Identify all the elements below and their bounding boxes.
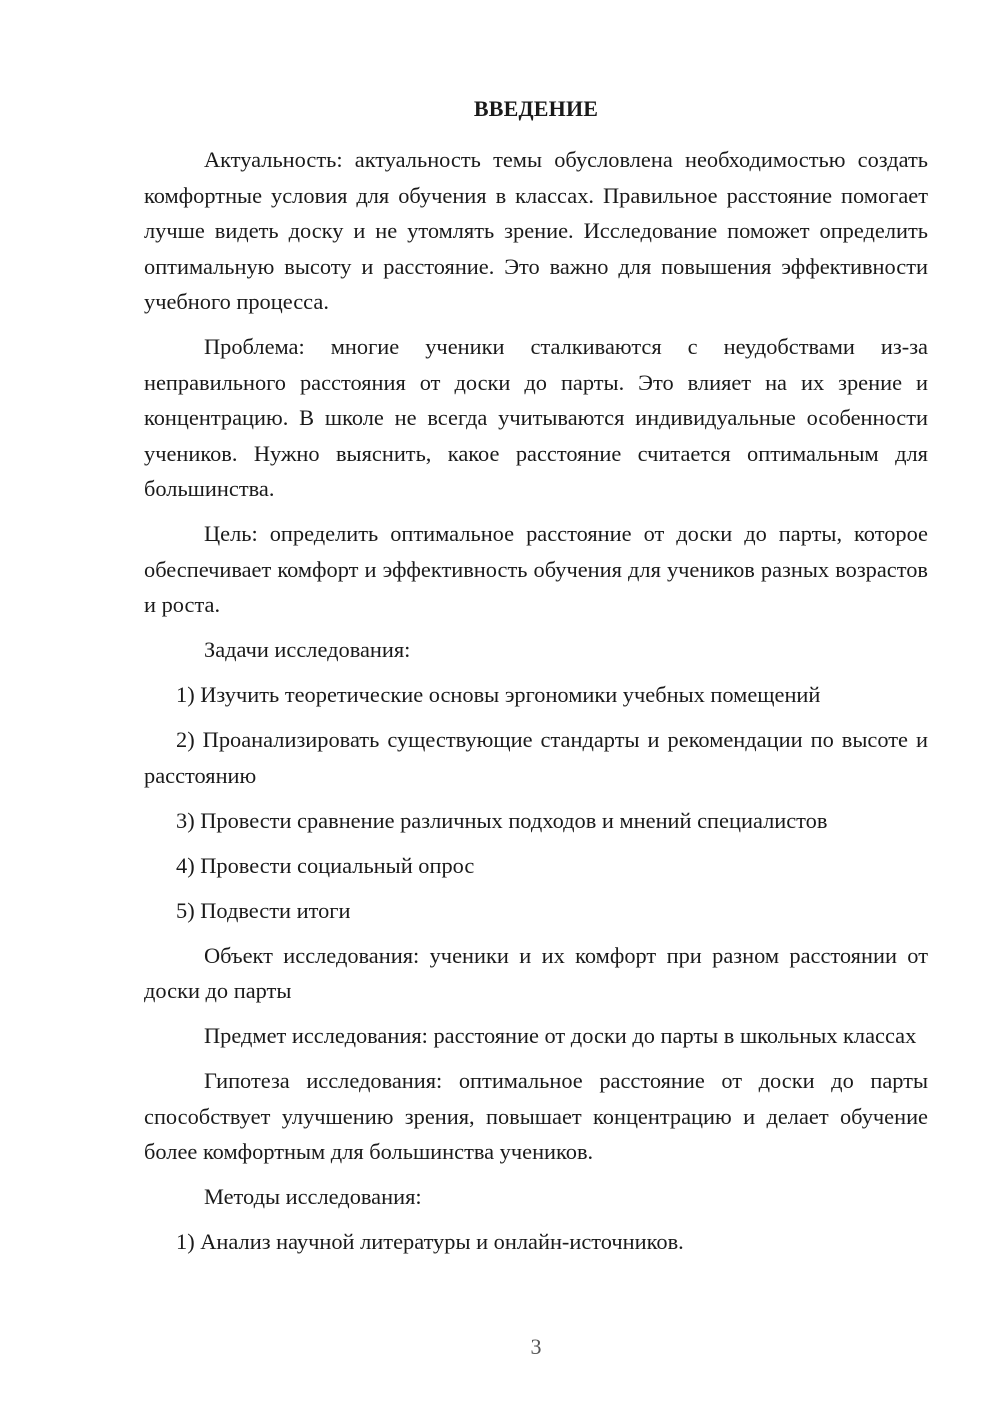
list-item: 3) Провести сравнение различных подходов и мнений специалистов: [176, 807, 828, 833]
paragraph-hypothesis: Гипотеза исследования: оптимальное расстояние от доски до парты способствует улучшению зрения, повышает концентрацию и делает обучение более комфортным для большинства учеников.: [144, 1068, 928, 1164]
page-number: 3: [530, 1334, 542, 1359]
paragraph-methods-heading: Методы исследования:: [204, 1184, 422, 1209]
list-item: 1) Анализ научной литературы и онлайн-источников.: [176, 1229, 684, 1254]
list-item: 1) Изучить теоретические основы эргономики учебных помещений: [176, 682, 821, 707]
paragraph-subject: Предмет исследования: расстояние от доски до парты в школьных классах: [204, 1023, 917, 1048]
list-item: 4) Провести социальный опрос: [176, 852, 475, 878]
paragraph-relevance: Актуальность: актуальность темы обусловлена необходимостью создать комфортные условия для обучения в классах. Правильное расстояние помогает лучше видеть доску и не утомлять зрение. Исследование поможет определить оптимальную высоту и расстояние. Это важно для повышения эффективности учебного процесса.: [144, 147, 928, 314]
list-item: 5) Подвести итоги: [176, 897, 351, 923]
paragraph-goal: Цель: определить оптимальное расстояние от доски до парты, которое обеспечивает комфорт и эффективность обучения для учеников разных возрастов и роста.: [144, 521, 928, 617]
body-text: [144, 142, 928, 1269]
paragraph-object: Объект исследования: ученики и их комфорт при разном расстоянии от доски до парты: [144, 942, 928, 1003]
paragraph-problem: Проблема: многие ученики сталкиваются с неудобствами из-за неправильного расстояния от доски до парты. Это влияет на их зрение и концентрацию. В школе не всегда учитываются индивидуальные особенности учеников. Нужно выяснить, какое расстояние считается оптимальным для большинства.: [144, 334, 928, 501]
list-item: 2) Проанализировать существующие стандарты и рекомендации по высоте и расстоянию: [144, 727, 928, 788]
paragraph-tasks-heading: Задачи исследования:: [204, 637, 411, 662]
page-title: ВВЕДЕНИЕ: [473, 96, 599, 121]
